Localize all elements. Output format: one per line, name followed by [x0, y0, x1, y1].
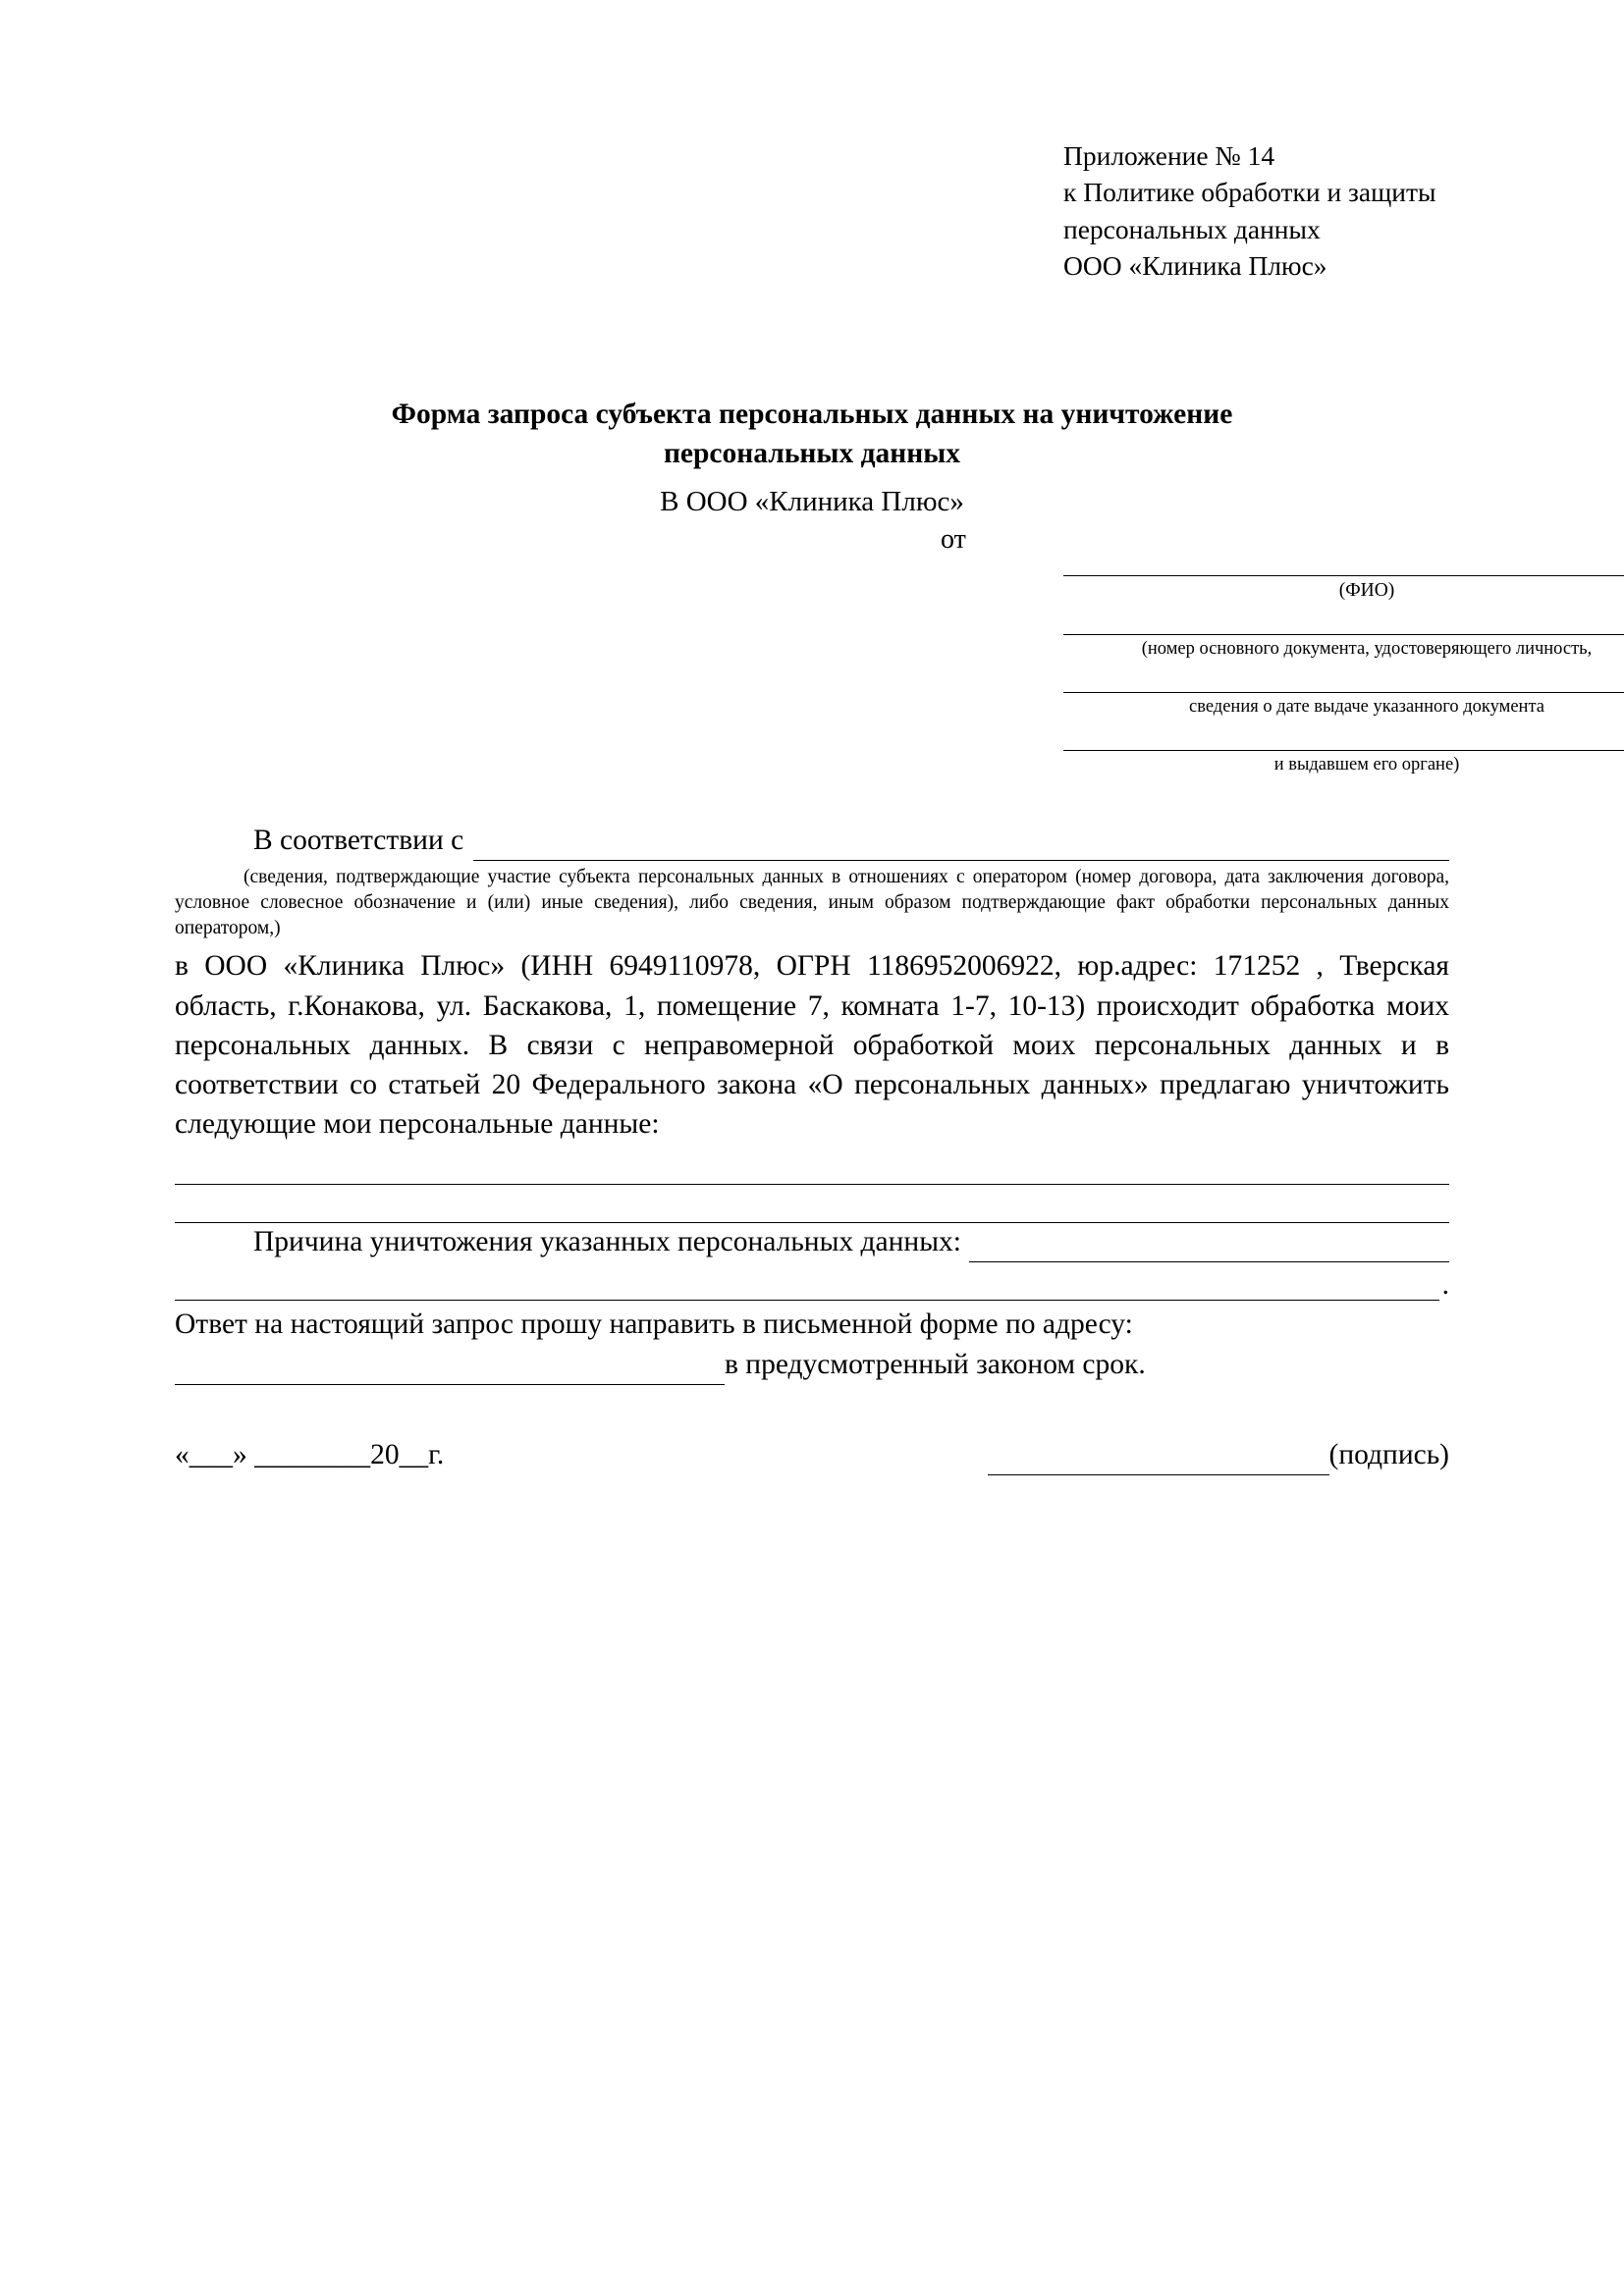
- in-accordance-label: В соответствии с: [253, 825, 464, 857]
- in-accordance-note: [175, 865, 1449, 940]
- applicant-name-field[interactable]: [1063, 556, 1624, 603]
- applicant-name-rule[interactable]: [1063, 556, 1624, 576]
- document-date-field[interactable]: [1063, 672, 1624, 719]
- header-line-4: ООО «Клиника Плюс»: [1063, 250, 1327, 282]
- answer-address-line[interactable]: [175, 1346, 1449, 1385]
- header-line-1: Приложение № 14: [1063, 140, 1275, 171]
- title-line-2: персональных данных: [663, 438, 961, 470]
- reason-input-rule-1[interactable]: [969, 1234, 1449, 1262]
- document-date-caption: сведения о дате выдаче указанного документа: [1189, 697, 1544, 718]
- signature-input-rule[interactable]: [988, 1449, 1329, 1475]
- in-accordance-line[interactable]: [175, 822, 1449, 861]
- answer-paragraph: Ответ на настоящий запрос прошу направить в письменной форме по адресу:: [175, 1308, 1133, 1340]
- in-accordance-input-rule[interactable]: [473, 834, 1449, 861]
- applicant-name-caption: (ФИО): [1338, 579, 1395, 601]
- data-list-rule-1[interactable]: [175, 1144, 1449, 1185]
- signature-row[interactable]: [175, 1436, 1449, 1475]
- document-issuer-rule[interactable]: [1063, 730, 1624, 751]
- answer-address-input-rule[interactable]: [175, 1357, 725, 1385]
- reason-line-2[interactable]: [175, 1262, 1449, 1301]
- signature-label: (подпись): [1328, 1438, 1449, 1470]
- title-line-1: Форма запроса субъекта персональных данных на уничтожение: [391, 398, 1233, 430]
- document-date-rule[interactable]: [1063, 672, 1624, 693]
- reason-line[interactable]: [175, 1223, 1449, 1262]
- reason-input-rule-2[interactable]: [175, 1262, 1439, 1301]
- addressee-from-label: от: [941, 523, 966, 555]
- document-header: [1063, 137, 1449, 285]
- document-body: [175, 822, 1449, 1474]
- addressee-organization: В ООО «Клиника Плюс»: [660, 485, 964, 517]
- document-issuer-field[interactable]: [1063, 730, 1624, 776]
- data-list-rule-2[interactable]: [175, 1185, 1449, 1223]
- header-line-2: к Политике обработки и защиты: [1063, 177, 1436, 208]
- signature-date-field[interactable]: «___» ________20__г.: [175, 1438, 445, 1470]
- answer-address-tail: в предусмотренный законом срок.: [725, 1348, 1146, 1380]
- document-issuer-caption: и выдавшем его органе): [1273, 755, 1460, 775]
- in-accordance-note-text: (сведения, подтверждающие участие субъекта персональных данных в отношениях с оператором (номер договора, дата заключения договора, условное словесное обозначение и (или) иные сведения), либо сведения, иным образом подтверждающие факт обработки персональных данных оператором,): [175, 867, 1449, 938]
- document-number-caption: (номер основного документа, удостоверяющего личность,: [1141, 639, 1593, 660]
- reason-label: Причина уничтожения указанных персональных данных:: [253, 1226, 961, 1258]
- document-number-rule[interactable]: [1063, 614, 1624, 635]
- reason-end-punct: .: [1441, 1269, 1449, 1302]
- page-title: [175, 395, 1449, 474]
- main-paragraph: в ООО «Клиника Плюс» (ИНН 6949110978, ОГРН 1186952006922, юр.адрес: 171252 , Тверская область, г.Конакова, ул. Баскакова, 1, помещение 7, комната 1-7, 10-13) происходит обработка моих персональных данных. В связи с неправомерной обработкой моих персональных данных и в соответствии со статьей 20 Федерального закона «О персональных данных» предлагаю уничтожить следующие мои персональные данные:: [175, 950, 1449, 1140]
- header-line-3: персональных данных: [1063, 213, 1321, 244]
- document-number-field[interactable]: [1063, 614, 1624, 661]
